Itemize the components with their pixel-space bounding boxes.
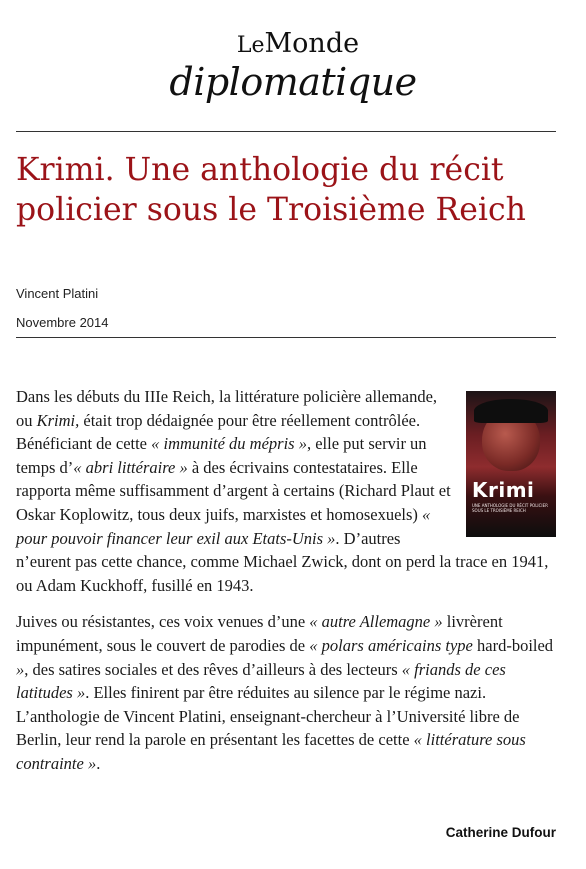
article-date: Novembre 2014 xyxy=(16,315,109,330)
cover-hat xyxy=(474,399,548,423)
top-divider xyxy=(16,131,556,132)
article-signature: Catherine Dufour xyxy=(445,825,556,840)
masthead-logo[interactable] xyxy=(0,30,586,104)
article-paragraph-1: Dans les débuts du IIIe Reich, la littérature policière allemande, ou Krimi, était trop dédaignée pour être réellement contrôlée. Bénéficiant de cette « immunité du mépris », elle put servir un temps d’« abri littéraire » à des écrivains contestataires. Elle rapporta même suffisamment d’argent à certains (Richard Plaut et Oskar Koplowitz, tous deux juifs, marxistes et homosexuels) « pour pouvoir financer leur exil aux Etats-Unis ». D’autres n’eurent pas cette chance, comme Michael Zwick, dont on perd la trace en 1941, ou Adam Kuckhoff, fusillé en 1943. xyxy=(16,387,549,595)
article-paragraph-2: Juives ou résistantes, ces voix venues d’une « autre Allemagne » livrèrent impunément, sous le couvert de parodies de « polars américains type hard-boiled », des satires sociales et des rêves d’ailleurs à des lecteurs « friands de ces latitudes ». Elles finirent par être réduites au silence par le régime nazi. L’anthologie de Vincent Platini, enseignant-chercheur à l’Université libre de Berlin, leur rend la parole en présentant les facettes de cette « littérature sous contrainte ». xyxy=(16,612,554,773)
masthead-le: Le xyxy=(236,33,265,58)
book-cover-image[interactable] xyxy=(466,391,556,537)
article-author[interactable]: Vincent Platini xyxy=(16,286,99,301)
article-body xyxy=(16,385,556,789)
cover-subtitle: UNE ANTHOLOGIE DU RÉCIT POLICIER SOUS LE TROISIÈME REICH xyxy=(472,503,548,513)
masthead-line1 xyxy=(10,30,586,60)
article-title: Krimi. Une anthologie du récit policier sous le Troisième Reich xyxy=(16,152,526,228)
cover-title: Krimi xyxy=(472,478,535,502)
masthead-diplomatique: diplomatique xyxy=(169,60,417,104)
header-divider xyxy=(16,337,556,338)
masthead-monde: Monde xyxy=(264,28,360,59)
